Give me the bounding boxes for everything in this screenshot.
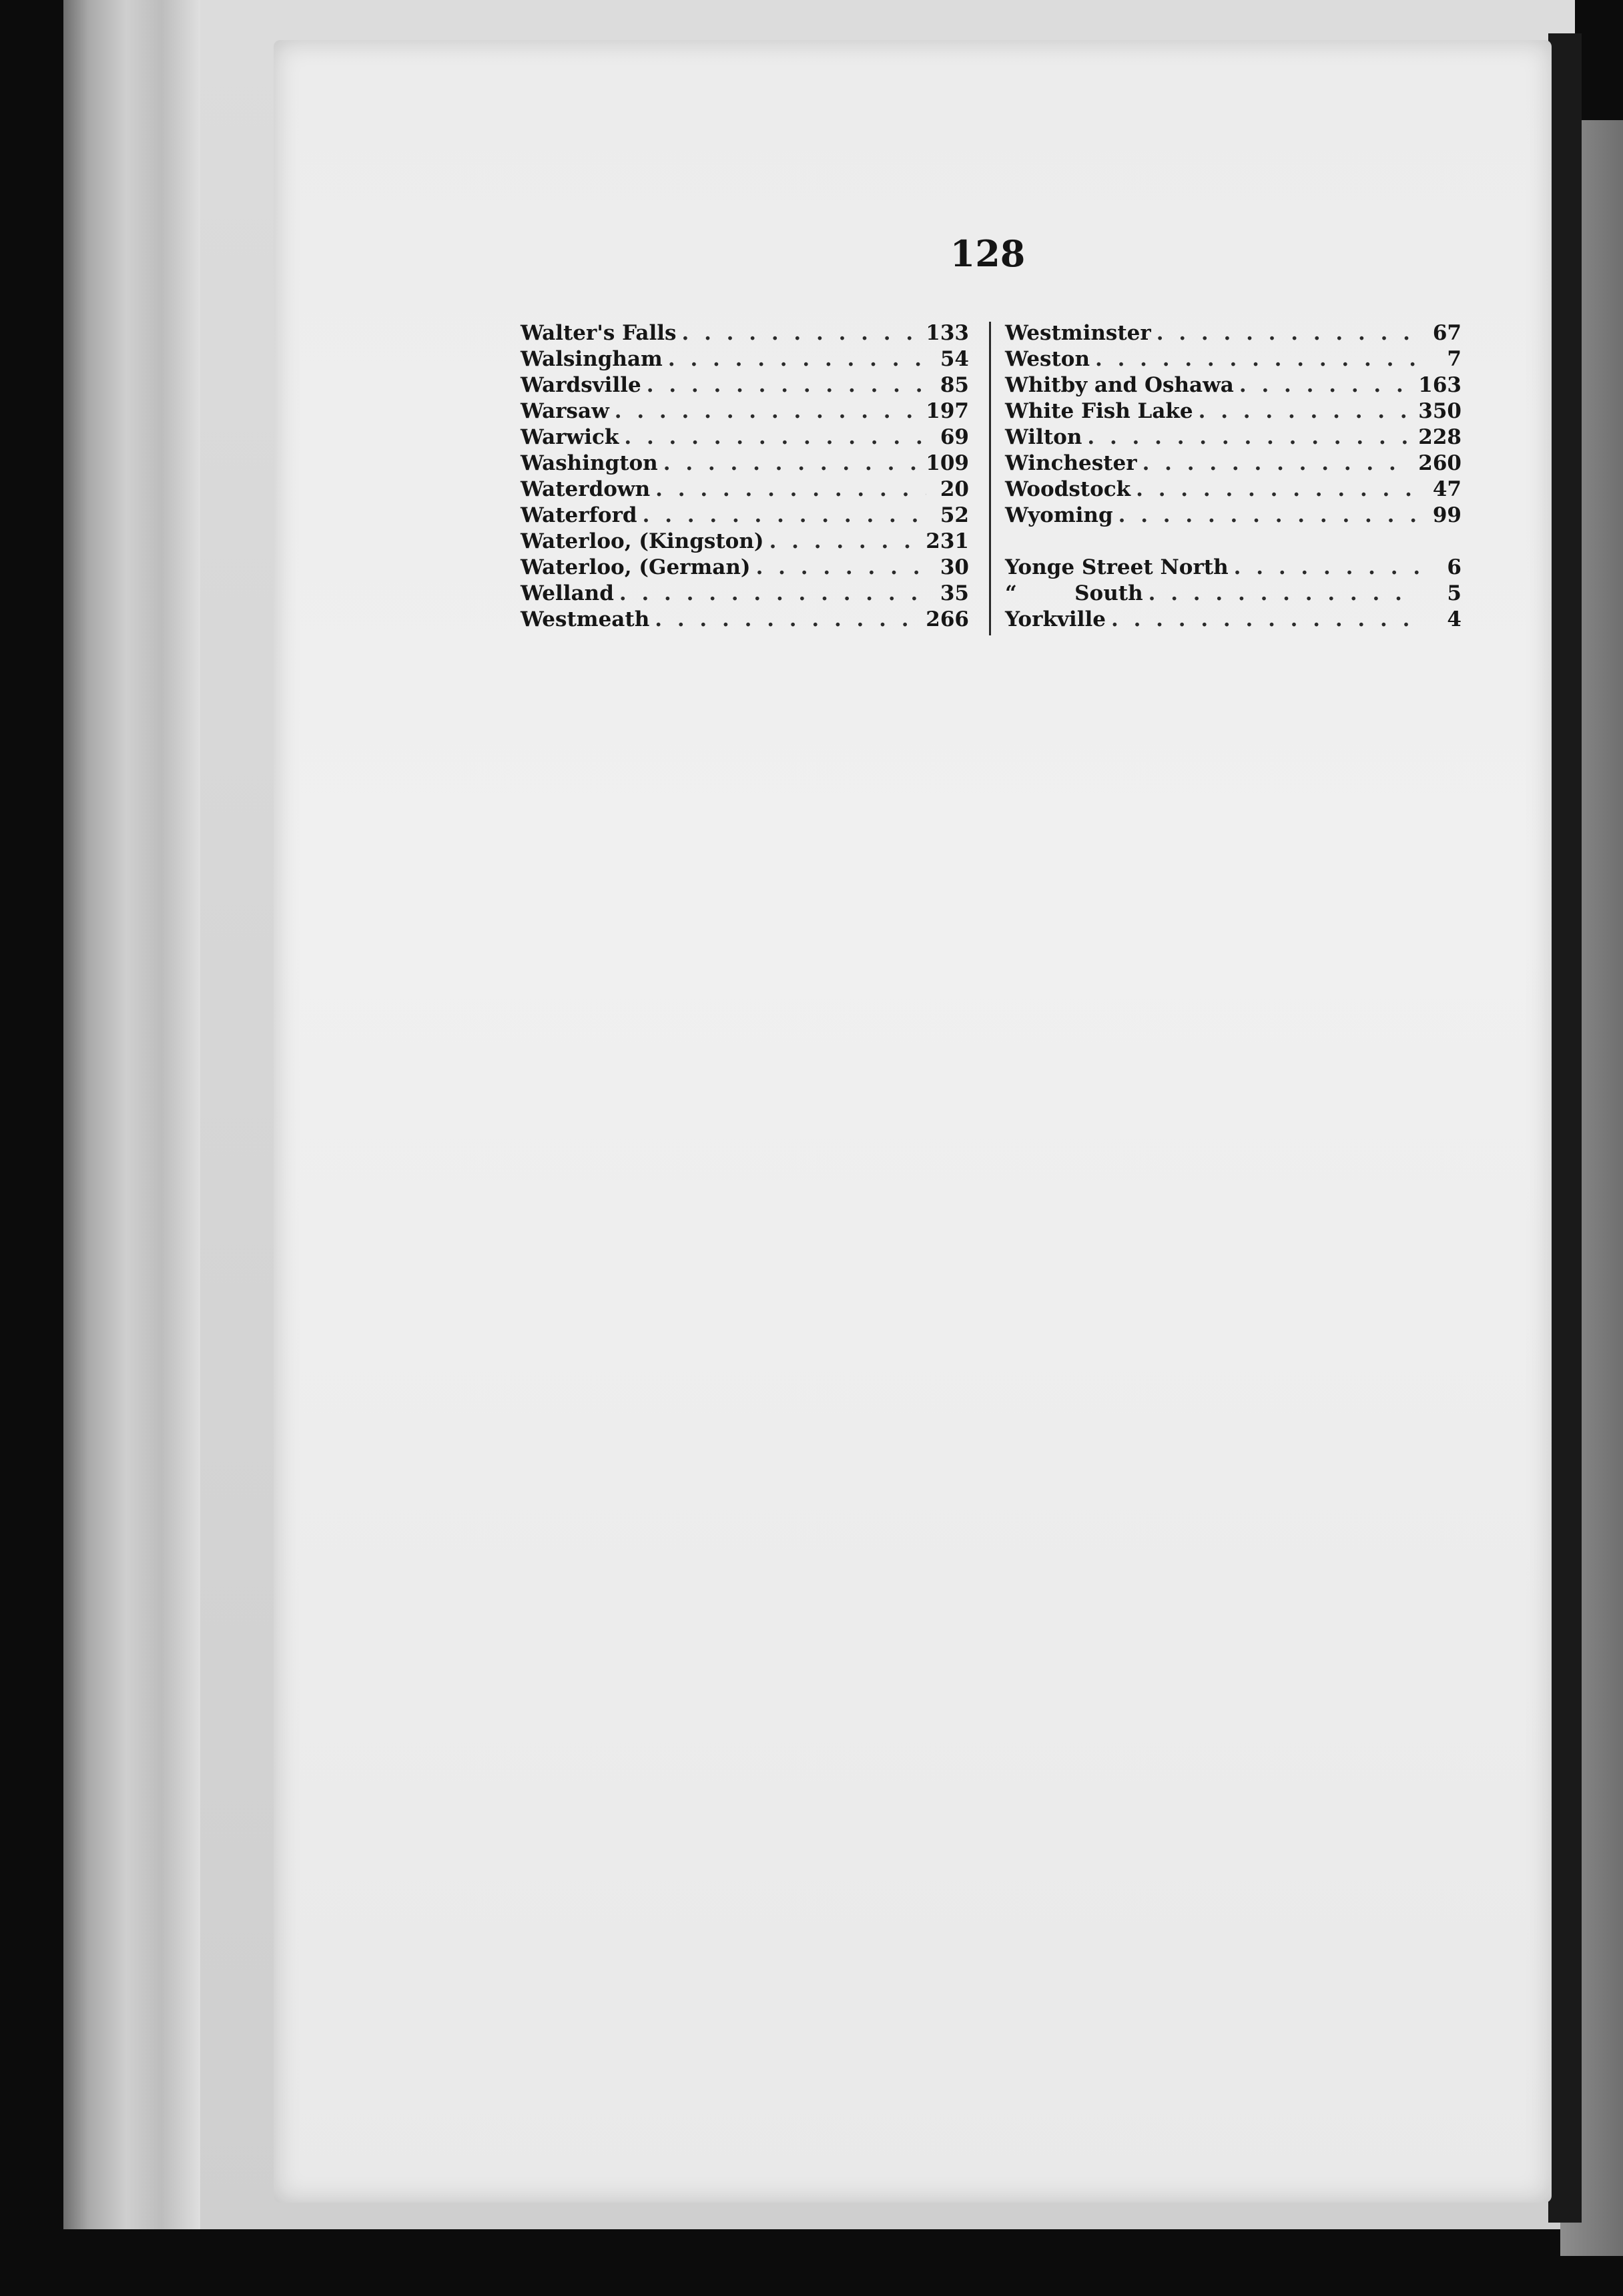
entry-name: Washington: [521, 451, 658, 475]
dot-leader: [655, 477, 926, 503]
entry-name: Wyoming: [1005, 503, 1113, 527]
entry-number: 260: [1418, 451, 1462, 475]
dot-leader: [663, 451, 921, 477]
entry-number: 85: [940, 373, 969, 397]
entry-number: 5: [1447, 581, 1462, 605]
entry-name: Waterford: [521, 503, 637, 527]
entry-number: 197: [926, 399, 969, 423]
entry-name: Woodstock: [1005, 477, 1131, 501]
page-number: 128: [950, 232, 1026, 275]
entry-number: 228: [1418, 425, 1462, 449]
index-entry: [1005, 581, 1462, 607]
page-gutter-shadow: [1548, 33, 1582, 2223]
dot-leader: [668, 346, 926, 372]
entry-number: 350: [1418, 399, 1462, 423]
dot-leader: [643, 503, 926, 529]
entry-number: 52: [940, 503, 969, 527]
index-entry: [521, 424, 969, 451]
entry-name: Yonge Street North: [1005, 555, 1229, 579]
entry-name: Wardsville: [521, 373, 641, 397]
entry-number: 20: [940, 477, 969, 501]
entry-number: 231: [926, 529, 969, 553]
index-entry: [1005, 607, 1462, 633]
entry-name: Winchester: [1005, 451, 1137, 475]
dot-leader: [756, 555, 926, 581]
dot-leader: [1199, 398, 1413, 424]
dot-leader: [655, 607, 920, 633]
dot-leader: [1157, 320, 1419, 346]
index-entry: [521, 503, 969, 529]
entry-name: White Fish Lake: [1005, 399, 1193, 423]
entry-name: Waterdown: [521, 477, 651, 501]
book-spine-edge: [63, 0, 204, 2229]
entry-number: 163: [1418, 373, 1462, 397]
dot-leader: [1149, 581, 1419, 607]
index-column-right: [1005, 320, 1462, 633]
entry-number: 4: [1447, 607, 1462, 631]
index-entry: [521, 398, 969, 424]
index-entry: [521, 372, 969, 398]
dot-leader: [1087, 424, 1413, 451]
index-entry: [1005, 424, 1462, 451]
index-entry: [1005, 372, 1462, 398]
dot-leader: [1239, 372, 1413, 398]
entry-number: 30: [940, 555, 969, 579]
column-divider: [989, 322, 991, 635]
entry-name: Waterloo, (Kingston): [521, 529, 764, 553]
entry-number: 99: [1432, 503, 1462, 527]
dot-leader: [682, 320, 921, 346]
entry-name: Yorkville: [1005, 607, 1106, 631]
dot-leader: [1111, 607, 1419, 633]
dot-leader: [615, 398, 921, 424]
entry-number: 109: [926, 451, 969, 475]
entry-number: 266: [926, 607, 969, 631]
index-entry: [1005, 451, 1462, 477]
entry-number: 35: [940, 581, 969, 605]
dot-leader: [1118, 503, 1419, 529]
entry-name: Warsaw: [521, 399, 609, 423]
entry-number: 7: [1447, 347, 1462, 371]
index-entry: [521, 346, 969, 372]
entry-name: Waterloo, (German): [521, 555, 751, 579]
index-entry: [521, 320, 969, 346]
entry-name: Walter's Falls: [521, 321, 677, 345]
dot-leader: [1234, 555, 1419, 581]
index-entry: [1005, 398, 1462, 424]
entry-name: Weston: [1005, 347, 1090, 371]
dot-leader: [624, 424, 926, 451]
index-entry: [1005, 320, 1462, 346]
entry-name: Westminster: [1005, 321, 1151, 345]
entry-name: Walsingham: [521, 347, 663, 371]
index-entry: [521, 451, 969, 477]
index-entry: [521, 555, 969, 581]
index-entry: [1005, 555, 1462, 581]
index-entry: [1005, 346, 1462, 372]
entry-name: Warwick: [521, 425, 619, 449]
dot-leader: [1143, 451, 1413, 477]
entry-number: 69: [940, 425, 969, 449]
index-entry: [521, 477, 969, 503]
index-column-left: [521, 320, 969, 633]
entry-number: 54: [940, 347, 969, 371]
entry-name: “ South: [1005, 581, 1143, 605]
dot-leader: [647, 372, 926, 398]
entry-number: 6: [1447, 555, 1462, 579]
index-entry: [1005, 503, 1462, 529]
entry-number: 133: [926, 321, 969, 345]
entry-number: 67: [1432, 321, 1462, 345]
dot-leader: [769, 529, 921, 555]
index-entry: [1005, 477, 1462, 503]
dot-leader: [619, 581, 926, 607]
entry-number: 47: [1432, 477, 1462, 501]
entry-name: Whitby and Oshawa: [1005, 373, 1234, 397]
entry-name: Wilton: [1005, 425, 1082, 449]
index-entry: [521, 529, 969, 555]
dot-leader: [1095, 346, 1419, 372]
dot-leader: [1136, 477, 1419, 503]
entry-name: Westmeath: [521, 607, 650, 631]
index-entry: [521, 581, 969, 607]
entry-name: Welland: [521, 581, 614, 605]
index-entry: [521, 607, 969, 633]
